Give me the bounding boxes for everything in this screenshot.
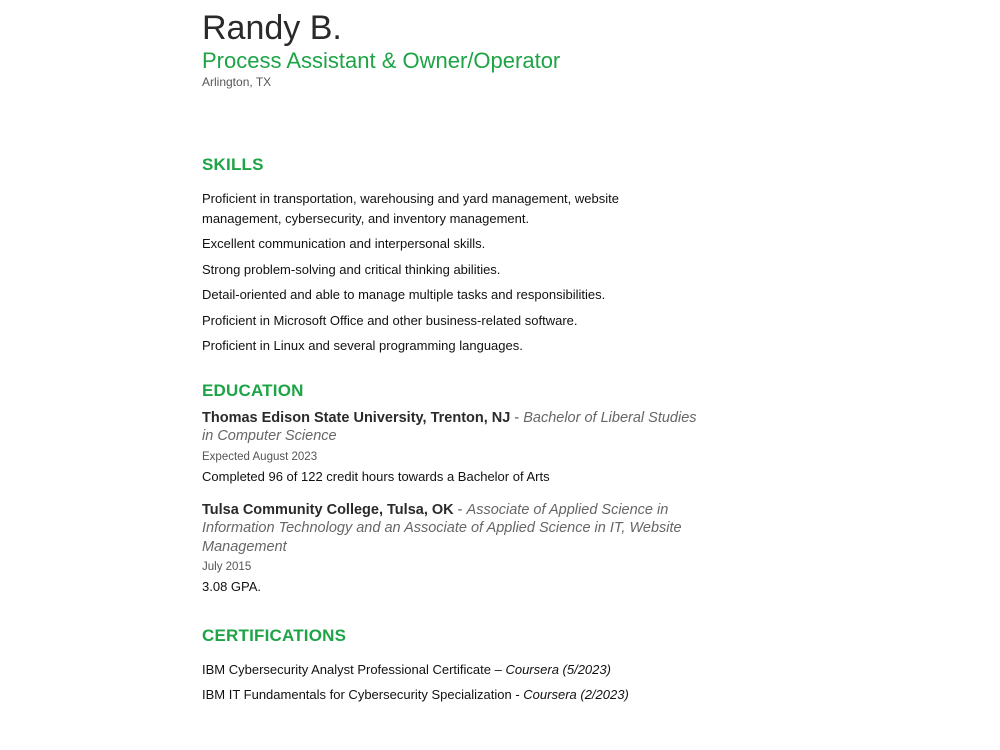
skill-item: Proficient in transportation, warehousing and yard management, website management, cybersecurity, and inventory management. — [202, 191, 619, 226]
school-name: Tulsa Community College, Tulsa, OK — [202, 501, 454, 518]
education-note: Completed 96 of 122 credit hours towards a Bachelor of Arts — [202, 468, 550, 484]
education-entry — [202, 501, 702, 597]
education-heading: EDUCATION — [202, 380, 304, 400]
certifications-list — [202, 660, 702, 704]
skill-item: Detail-oriented and able to manage multiple tasks and responsibilities. — [202, 287, 606, 302]
education-note: 3.08 GPA. — [202, 579, 262, 594]
skill-item: Proficient in Microsoft Office and other business-related software. — [202, 312, 578, 328]
education-entry-header — [202, 501, 702, 557]
skill-item: Excellent communication and interpersonal skills. — [202, 236, 486, 251]
skill-item: Proficient in Linux and several programming languages. — [202, 338, 523, 353]
certification-source: Coursera (5/2023) — [505, 662, 611, 677]
certification-name: IBM IT Fundamentals for Cybersecurity Specialization - — [202, 687, 524, 702]
skills-list — [202, 189, 702, 356]
certification-item — [202, 660, 702, 679]
education-entry-header — [202, 409, 702, 446]
education-date: July 2015 — [202, 561, 252, 573]
education-date: Expected August 2023 — [202, 450, 318, 463]
certification-item — [202, 685, 702, 704]
degree: Associate of Applied Science in Information Technology and an Associate of Applied Science in IT, Website Management — [202, 501, 682, 555]
separator: - — [510, 409, 524, 426]
candidate-name: Randy B. — [202, 9, 342, 47]
certifications-heading: CERTIFICATIONS — [202, 626, 347, 645]
education-entry — [202, 409, 702, 486]
separator: - — [453, 501, 467, 518]
candidate-title: Process Assistant & Owner/Operator — [202, 48, 561, 73]
school-name: Thomas Edison State University, Trenton, NJ — [202, 409, 511, 426]
certification-source: Coursera (2/2023) — [523, 687, 629, 702]
degree: Bachelor of Liberal Studies in Computer Science — [202, 409, 697, 444]
skills-heading: SKILLS — [202, 155, 264, 174]
skill-item: Strong problem-solving and critical thinking abilities. — [202, 261, 501, 277]
resume-content — [202, 8, 702, 710]
certification-name: IBM Cybersecurity Analyst Professional Certificate – — [202, 662, 506, 677]
candidate-location: Arlington, TX — [202, 75, 272, 89]
